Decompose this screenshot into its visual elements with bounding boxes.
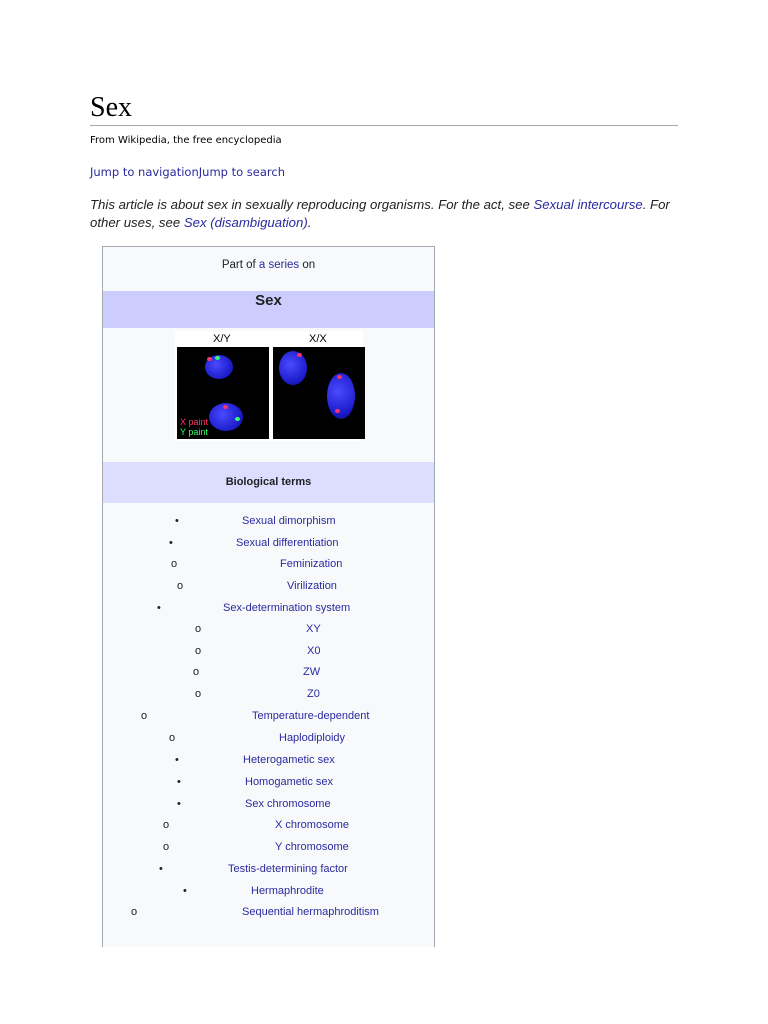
bullet-marker: • — [183, 885, 187, 897]
circle-marker: o — [195, 623, 202, 635]
infobox — [102, 246, 435, 947]
term-link[interactable]: Virilization — [287, 580, 337, 592]
infobox-heading-text: Sex — [255, 292, 282, 309]
term-link[interactable]: Feminization — [280, 558, 343, 570]
term-link[interactable]: Temperature-dependent — [252, 710, 370, 722]
circle-marker: o — [195, 688, 202, 700]
series-suffix: on — [299, 259, 316, 271]
bullet-marker: • — [177, 798, 181, 810]
circle-marker: o — [193, 666, 200, 678]
title-divider — [90, 125, 678, 126]
circle-marker: o — [141, 710, 148, 722]
bullet-marker: • — [159, 863, 163, 875]
bullet-marker: • — [177, 776, 181, 788]
term-link[interactable]: Sequential hermaphroditism — [242, 906, 379, 918]
bullet-marker: • — [169, 537, 173, 549]
term-link[interactable]: Z0 — [307, 688, 320, 700]
term-link[interactable]: Homogametic sex — [245, 776, 334, 788]
page-title: Sex — [90, 92, 132, 123]
term-link[interactable]: Y chromosome — [275, 841, 349, 853]
hatnote-text-2: . For other uses, see — [90, 197, 670, 230]
term-link[interactable]: Sex-determination system — [223, 602, 351, 614]
circle-marker: o — [169, 732, 176, 744]
jump-to-navigation-link[interactable]: Jump to navigation — [90, 165, 199, 179]
image-caption-xx: X/X — [309, 333, 327, 345]
term-link[interactable]: X chromosome — [275, 819, 349, 831]
term-link[interactable]: X0 — [307, 645, 321, 657]
term-link[interactable]: ZW — [303, 666, 321, 678]
bullet-marker: • — [175, 754, 179, 766]
hatnote-text-1: This article is about sex in sexually reproducing organisms. For the act, see — [90, 197, 534, 212]
bullet-marker: • — [157, 602, 161, 614]
term-link[interactable]: Haplodiploidy — [279, 732, 346, 744]
term-link[interactable]: Sexual differentiation — [236, 537, 339, 549]
circle-marker: o — [171, 558, 178, 570]
bullet-marker: • — [175, 515, 179, 527]
x-paint-label: X paint — [180, 417, 209, 427]
term-link[interactable]: Testis-determining factor — [228, 863, 348, 875]
term-link[interactable]: Hermaphrodite — [251, 885, 324, 897]
hatnote — [90, 196, 680, 232]
jump-to-search-link[interactable]: Jump to search — [198, 165, 286, 179]
series-prefix: Part of — [221, 259, 259, 271]
term-link[interactable]: XY — [306, 623, 321, 635]
circle-marker: o — [163, 819, 170, 831]
sex-disambiguation-link[interactable]: Sex (disambiguation) — [183, 215, 308, 230]
image-caption-xy: X/Y — [213, 333, 231, 345]
term-link[interactable]: Sex chromosome — [245, 798, 331, 810]
circle-marker: o — [131, 906, 138, 918]
sexual-intercourse-link[interactable]: Sexual intercourse — [533, 197, 643, 212]
y-paint-label: Y paint — [180, 427, 208, 437]
circle-marker: o — [177, 580, 184, 592]
biological-terms-list — [103, 247, 434, 947]
term-link[interactable]: Sexual dimorphism — [242, 515, 336, 527]
infobox-subheading: Biological terms — [103, 462, 434, 503]
term-link[interactable]: Heterogametic sex — [243, 754, 335, 766]
circle-marker: o — [163, 841, 170, 853]
series-link[interactable]: a series — [258, 259, 300, 271]
tagline: From Wikipedia, the free encyclopedia — [90, 135, 282, 146]
circle-marker: o — [195, 645, 202, 657]
jump-links — [90, 165, 285, 179]
hatnote-text-3: . — [307, 215, 312, 230]
